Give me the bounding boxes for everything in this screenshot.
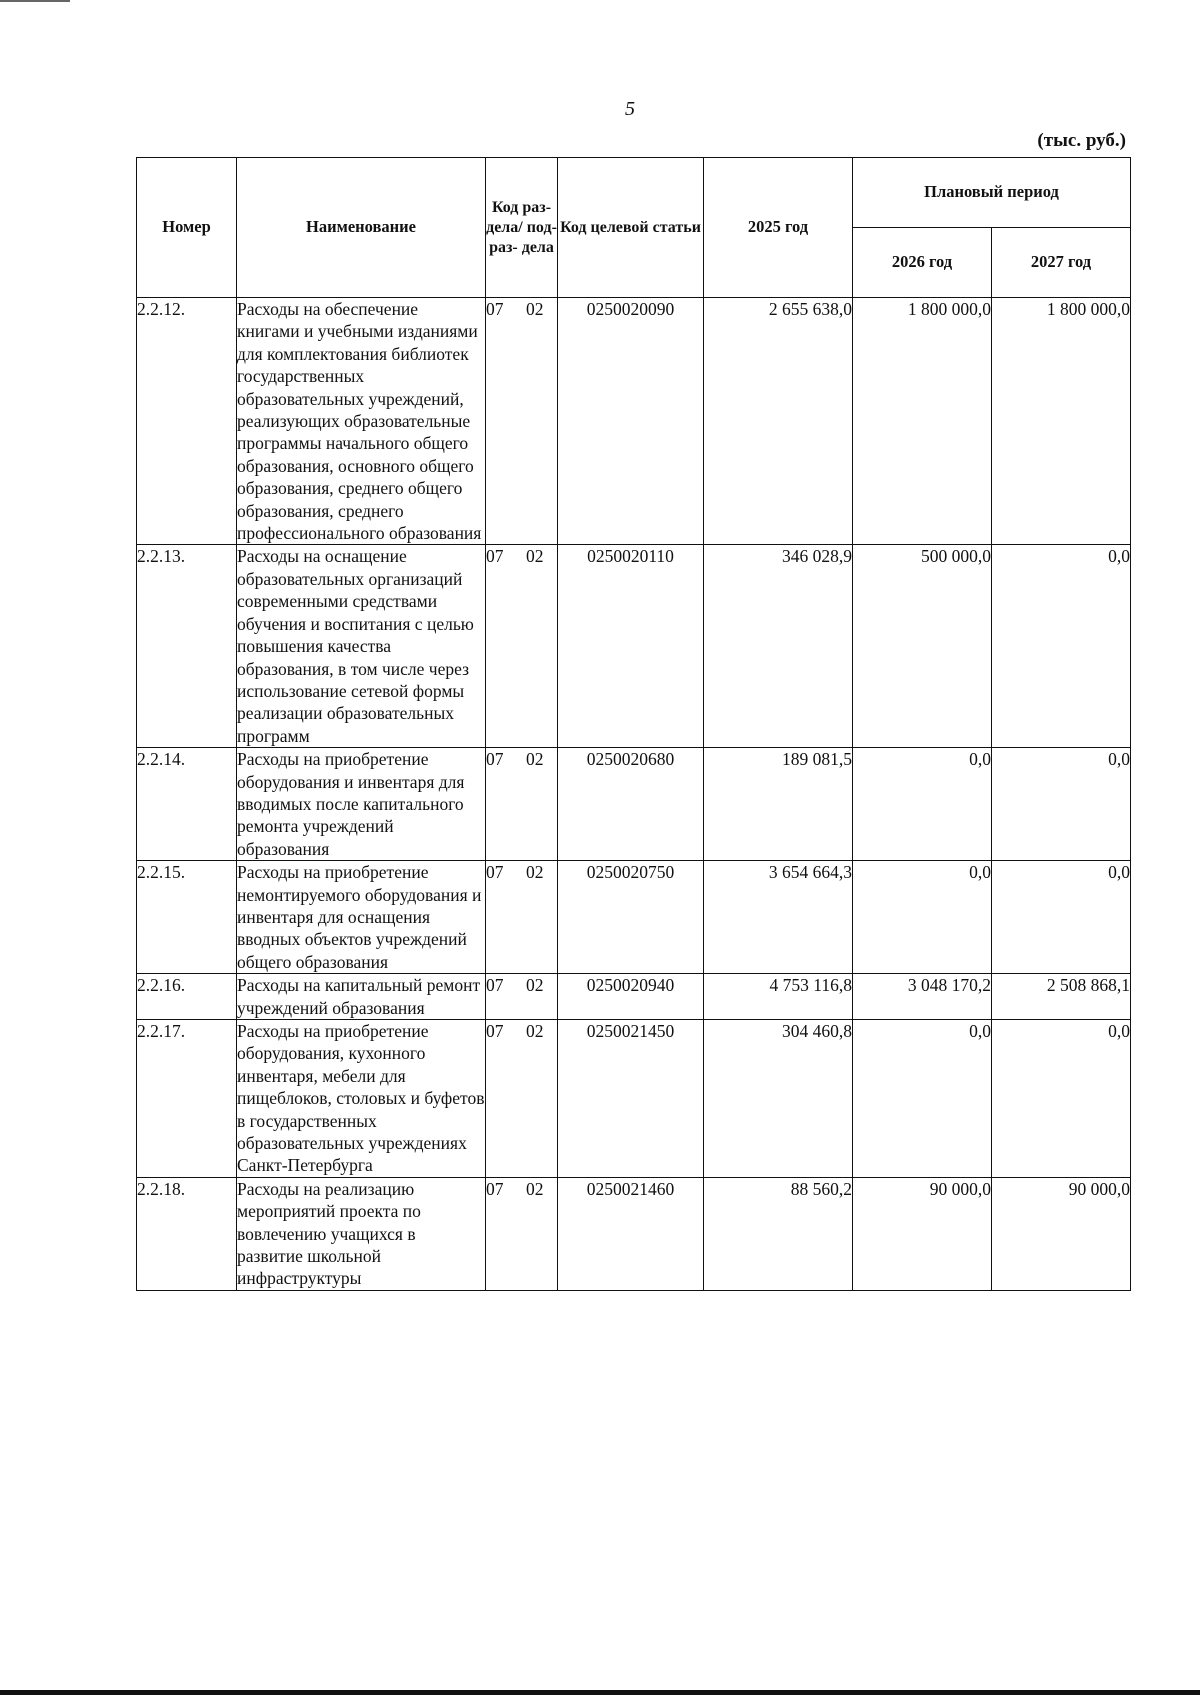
row-amount-2025: 189 081,5 xyxy=(704,748,853,861)
subsection-code: 02 xyxy=(526,1178,544,1199)
row-amount-2026: 0,0 xyxy=(853,1020,992,1178)
row-article-code: 0250021450 xyxy=(558,1020,704,1178)
row-amount-2026: 0,0 xyxy=(853,861,992,974)
row-amount-2025: 88 560,2 xyxy=(704,1177,853,1290)
header-number: Номер xyxy=(137,158,237,298)
header-plan-period: Плановый период xyxy=(853,158,1131,228)
row-amount-2026: 1 800 000,0 xyxy=(853,298,992,545)
row-section-code xyxy=(486,974,558,1020)
row-amount-2027: 1 800 000,0 xyxy=(992,298,1131,545)
row-section-code xyxy=(486,545,558,748)
row-amount-2026: 90 000,0 xyxy=(853,1177,992,1290)
row-number: 2.2.17. xyxy=(137,1020,237,1178)
section-code: 07 xyxy=(486,1021,504,1041)
section-code: 07 xyxy=(486,1178,504,1199)
table-row xyxy=(137,1020,1131,1178)
row-section-code xyxy=(486,748,558,861)
subsection-code: 02 xyxy=(526,862,544,883)
header-2025: 2025 год xyxy=(704,158,853,298)
row-amount-2025: 346 028,9 xyxy=(704,545,853,748)
row-amount-2026: 3 048 170,2 xyxy=(853,974,992,1020)
row-name: Расходы на приобретение оборудования, кухонного инвентаря, мебели для пищеблоков, столовых и буфетов в государственных образовательных учреждениях Санкт-Петербурга xyxy=(237,1021,485,1176)
row-amount-2026: 0,0 xyxy=(853,748,992,861)
section-code: 07 xyxy=(486,862,504,883)
header-2027: 2027 год xyxy=(992,228,1131,298)
row-article-code: 0250020940 xyxy=(558,974,704,1020)
row-name: Расходы на капитальный ремонт учреждений образования xyxy=(237,974,486,1020)
row-article-code: 0250020110 xyxy=(558,545,704,748)
table-row xyxy=(137,298,1131,545)
table-row xyxy=(137,748,1131,861)
row-section-code xyxy=(486,298,558,545)
row-amount-2025: 2 655 638,0 xyxy=(704,298,853,545)
header-section-code: Код раз- дела/ под- раз- дела xyxy=(486,158,558,298)
row-amount-2027: 0,0 xyxy=(992,1020,1131,1178)
table-row xyxy=(137,1177,1131,1290)
subsection-code: 02 xyxy=(526,975,544,996)
row-name: Расходы на обеспечение книгами и учебными изданиями для комплектования библиотек государственных образовательных учреждений, реализующих образовательные программы начального общего образования, основного общего образования, среднего общего образования, среднего профессионального образования xyxy=(237,298,486,545)
section-code: 07 xyxy=(486,299,504,319)
section-code: 07 xyxy=(486,546,504,567)
row-article-code: 0250020750 xyxy=(558,861,704,974)
row-amount-2027: 0,0 xyxy=(992,861,1131,974)
row-number: 2.2.16. xyxy=(137,974,237,1020)
row-name: Расходы на реализацию мероприятий проекта по вовлечению учащихся в развитие школьной инфраструктуры xyxy=(237,1177,486,1290)
row-number: 2.2.12. xyxy=(137,298,237,545)
table-row xyxy=(137,974,1131,1020)
row-number: 2.2.13. xyxy=(137,545,237,748)
subsection-code: 02 xyxy=(526,546,544,567)
row-article-code: 0250020680 xyxy=(558,748,704,861)
row-amount-2025: 4 753 116,8 xyxy=(704,974,853,1020)
row-amount-2025: 304 460,8 xyxy=(704,1020,853,1178)
row-amount-2027: 90 000,0 xyxy=(992,1177,1131,1290)
row-section-code xyxy=(486,1020,558,1178)
row-amount-2027: 2 508 868,1 xyxy=(992,974,1131,1020)
row-section-code xyxy=(486,861,558,974)
row-amount-2026: 500 000,0 xyxy=(853,545,992,748)
row-name: Расходы на приобретение оборудования и инвентаря для вводимых после капитального ремонта учреждений образования xyxy=(237,748,486,861)
subsection-code: 02 xyxy=(526,299,544,319)
row-number: 2.2.15. xyxy=(137,861,237,974)
row-section-code xyxy=(486,1177,558,1290)
units-note: (тыс. руб.) xyxy=(1037,130,1126,151)
subsection-code: 02 xyxy=(526,749,544,770)
section-code: 07 xyxy=(486,975,504,996)
row-amount-2025: 3 654 664,3 xyxy=(704,861,853,974)
section-code: 07 xyxy=(486,749,504,770)
header-2026: 2026 год xyxy=(853,228,992,298)
subsection-code: 02 xyxy=(526,1021,544,1041)
row-article-code: 0250021460 xyxy=(558,1177,704,1290)
row-amount-2027: 0,0 xyxy=(992,545,1131,748)
row-amount-2027: 0,0 xyxy=(992,748,1131,861)
header-article-code: Код целевой статьи xyxy=(558,158,704,298)
scan-bottom-edge xyxy=(0,1690,1200,1695)
row-number: 2.2.18. xyxy=(137,1177,237,1290)
row-name: Расходы на оснащение образовательных организаций современными средствами обучения и воспитания с целью повышения качества образования, в том числе через использование сетевой формы реализации образовательных программ xyxy=(237,545,486,748)
row-article-code: 0250020090 xyxy=(558,298,704,545)
table-row xyxy=(137,545,1131,748)
budget-table xyxy=(136,157,1131,1291)
scan-artifact xyxy=(0,0,70,2)
header-name: Наименование xyxy=(237,158,486,298)
row-name: Расходы на приобретение немонтируемого оборудования и инвентаря для оснащения вводных объектов учреждений общего образования xyxy=(237,861,486,974)
table-row xyxy=(137,861,1131,974)
page-number: 5 xyxy=(625,98,635,120)
row-number: 2.2.14. xyxy=(137,748,237,861)
table-body xyxy=(137,298,1131,1291)
